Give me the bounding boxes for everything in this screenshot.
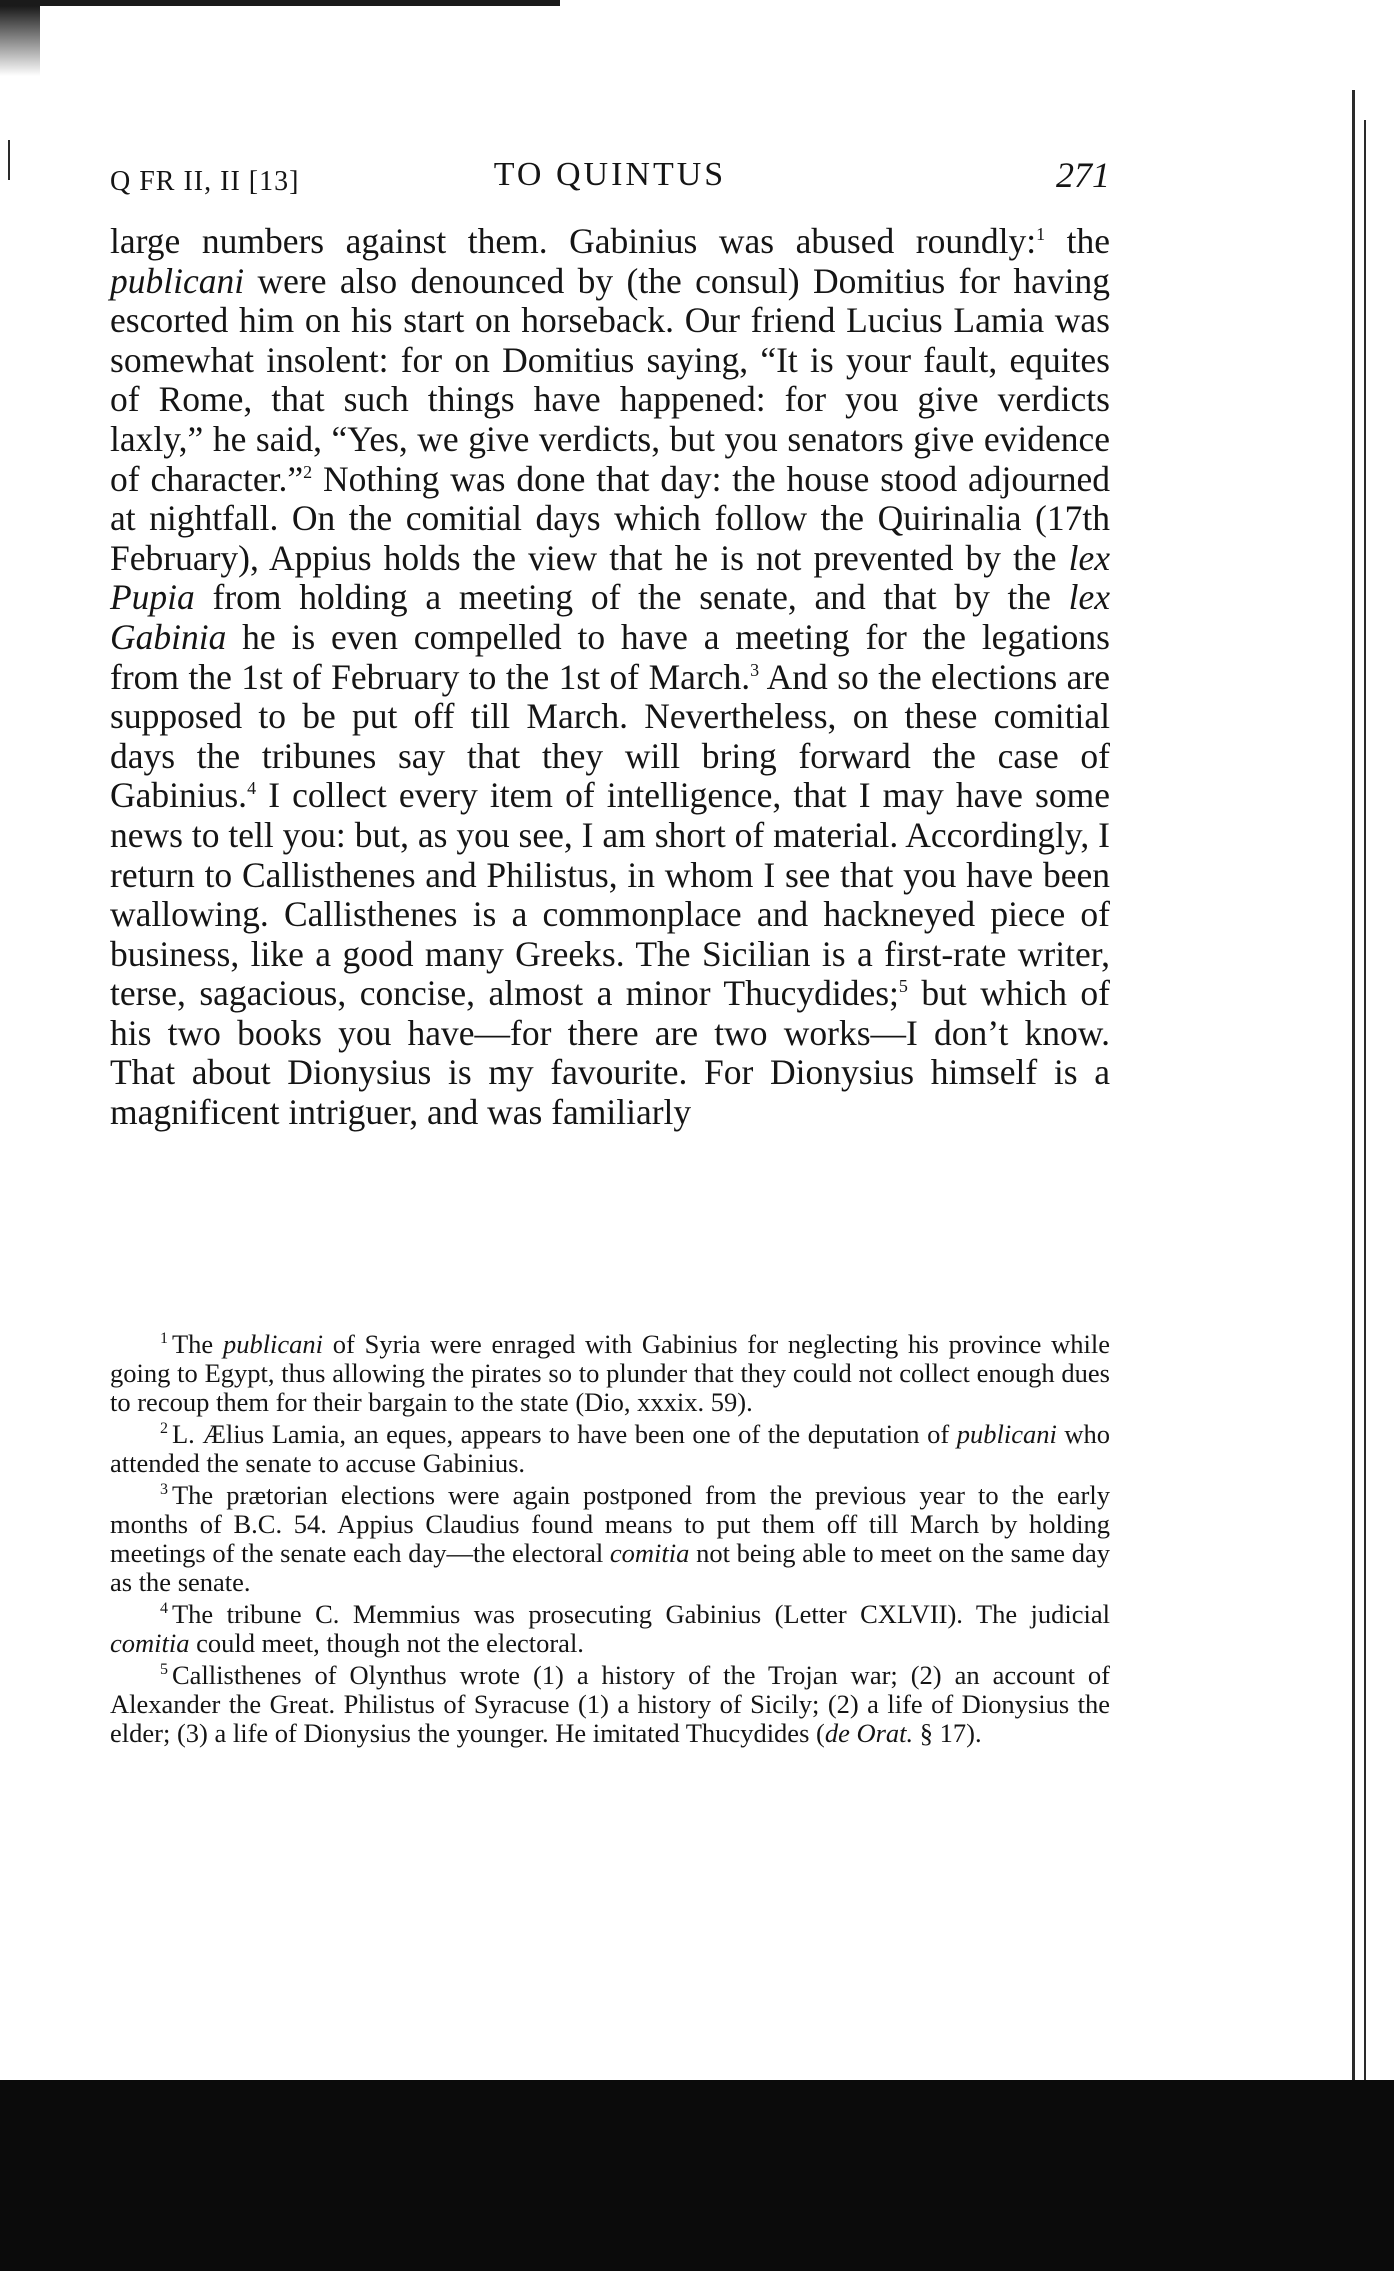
- footnote-ref: 3: [750, 659, 760, 680]
- italic-term: publicani: [110, 260, 245, 301]
- scan-edge-bottom: [0, 2080, 1394, 2271]
- footnote-4: $^4$ The tribune C. Memmius was prosecuting Gabinius (Letter CXLVII). The judicial comitia could meet, though not the electoral.: [110, 1599, 1110, 1658]
- scan-edge-top: [0, 0, 560, 6]
- text-run: And so the elections are supposed to be put off till March. Nevertheless, on these comitial days the tribunes say that they will bring forward the case of Gabinius.: [110, 656, 1110, 816]
- scan-edge-left: [8, 140, 10, 180]
- text-run: large numbers against them. Gabinius was abused roundly:: [110, 221, 1037, 261]
- scan-edge-right-inner: [1364, 120, 1366, 2080]
- footnote-5: $^5$ Callisthenes of Olynthus wrote (1) a history of the Trojan war; (2) an account of Alexander the Great. Philistus of Syracuse (1) a history of Sicily; (2) a life of Dionysius the elder; (3) a life of Dionysius the younger. He imitated Thucydides (de Orat. § 17).: [110, 1660, 1110, 1748]
- footnote-ref: 4: [247, 778, 257, 799]
- footnote-1: $^1$ The publicani of Syria were enraged with Gabinius for neglecting his province while going to Egypt, thus allowing the pirates so to plunder that they could not collect enough dues to recoup them for their bargain to the state (Dio, xxxix. 59).: [110, 1329, 1110, 1417]
- scan-edge-right: [1352, 90, 1355, 2080]
- footnote-ref: 2: [303, 461, 313, 482]
- text-run: the: [1045, 221, 1110, 261]
- footnote-2: $^2$ L. Ælius Lamia, an eques, appears to have been one of the deputation of publicani who attended the senate to accuse Gabinius.: [110, 1419, 1111, 1478]
- header-reference: Q FR II, II [13]: [110, 166, 300, 197]
- text-run: were also denounced by (the consul) Domitius for having escorted him on his start on horseback. Our friend Lucius Lamia was somewhat insolent: for on Domitius saying, “It is your fault, equites of Rome, that such things have happened: for you give verdicts laxly,” he said, “Yes, we give verdicts, but you senators give evidence of character.”: [110, 260, 1110, 499]
- footnote-3: $^3$ The prætorian elections were again postponed from the previous year to the early months of B.C. 54. Appius Claudius found means to put them off till March by holding meetings of the senate each day—the electoral comitia not being able to meet on the same day as the senate.: [110, 1480, 1110, 1597]
- page-number: 271: [1056, 155, 1110, 195]
- header-title: TO QUINTUS: [493, 156, 727, 193]
- italic-term: lex Pupia: [110, 537, 1110, 618]
- main-text: [110, 222, 1110, 1133]
- text-run: but which of his two books you have—for there are two works—I don’t know. That about Dionysius is my favourite. For Dionysius himself is a magnificent intriguer, and was familiarly: [110, 973, 1110, 1133]
- text-run: from holding a meeting of the senate, and that by the: [194, 577, 1069, 618]
- text-run: he is even compelled to have a meeting for the legations from the 1st of February to the 1st of March.: [110, 616, 1110, 697]
- running-header: [110, 150, 1110, 200]
- italic-term: lex Gabinia: [110, 577, 1110, 657]
- footnotes: [110, 1330, 1110, 1751]
- text-run: Nothing was done that day: the house stood adjourned at nightfall. On the comitial days which follow the Quirinalia (17th February), Appius holds the view that he is not prevented by the: [110, 458, 1110, 578]
- text-run: I collect every item of intelligence, that I may have some news to tell you: but, as you see, I am short of material. Accordingly, I return to Callisthenes and Philistus, in whom I see that you have been wallowing. Callisthenes is a commonplace and hackneyed piece of business, like a good many Greeks. The Sicilian is a first-rate writer, terse, sagacious, concise, almost a minor Thucydides;: [110, 775, 1110, 1014]
- footnote-ref: 1: [1036, 224, 1046, 245]
- footnote-ref: 5: [898, 976, 908, 997]
- scan-edge-corner: [0, 6, 40, 76]
